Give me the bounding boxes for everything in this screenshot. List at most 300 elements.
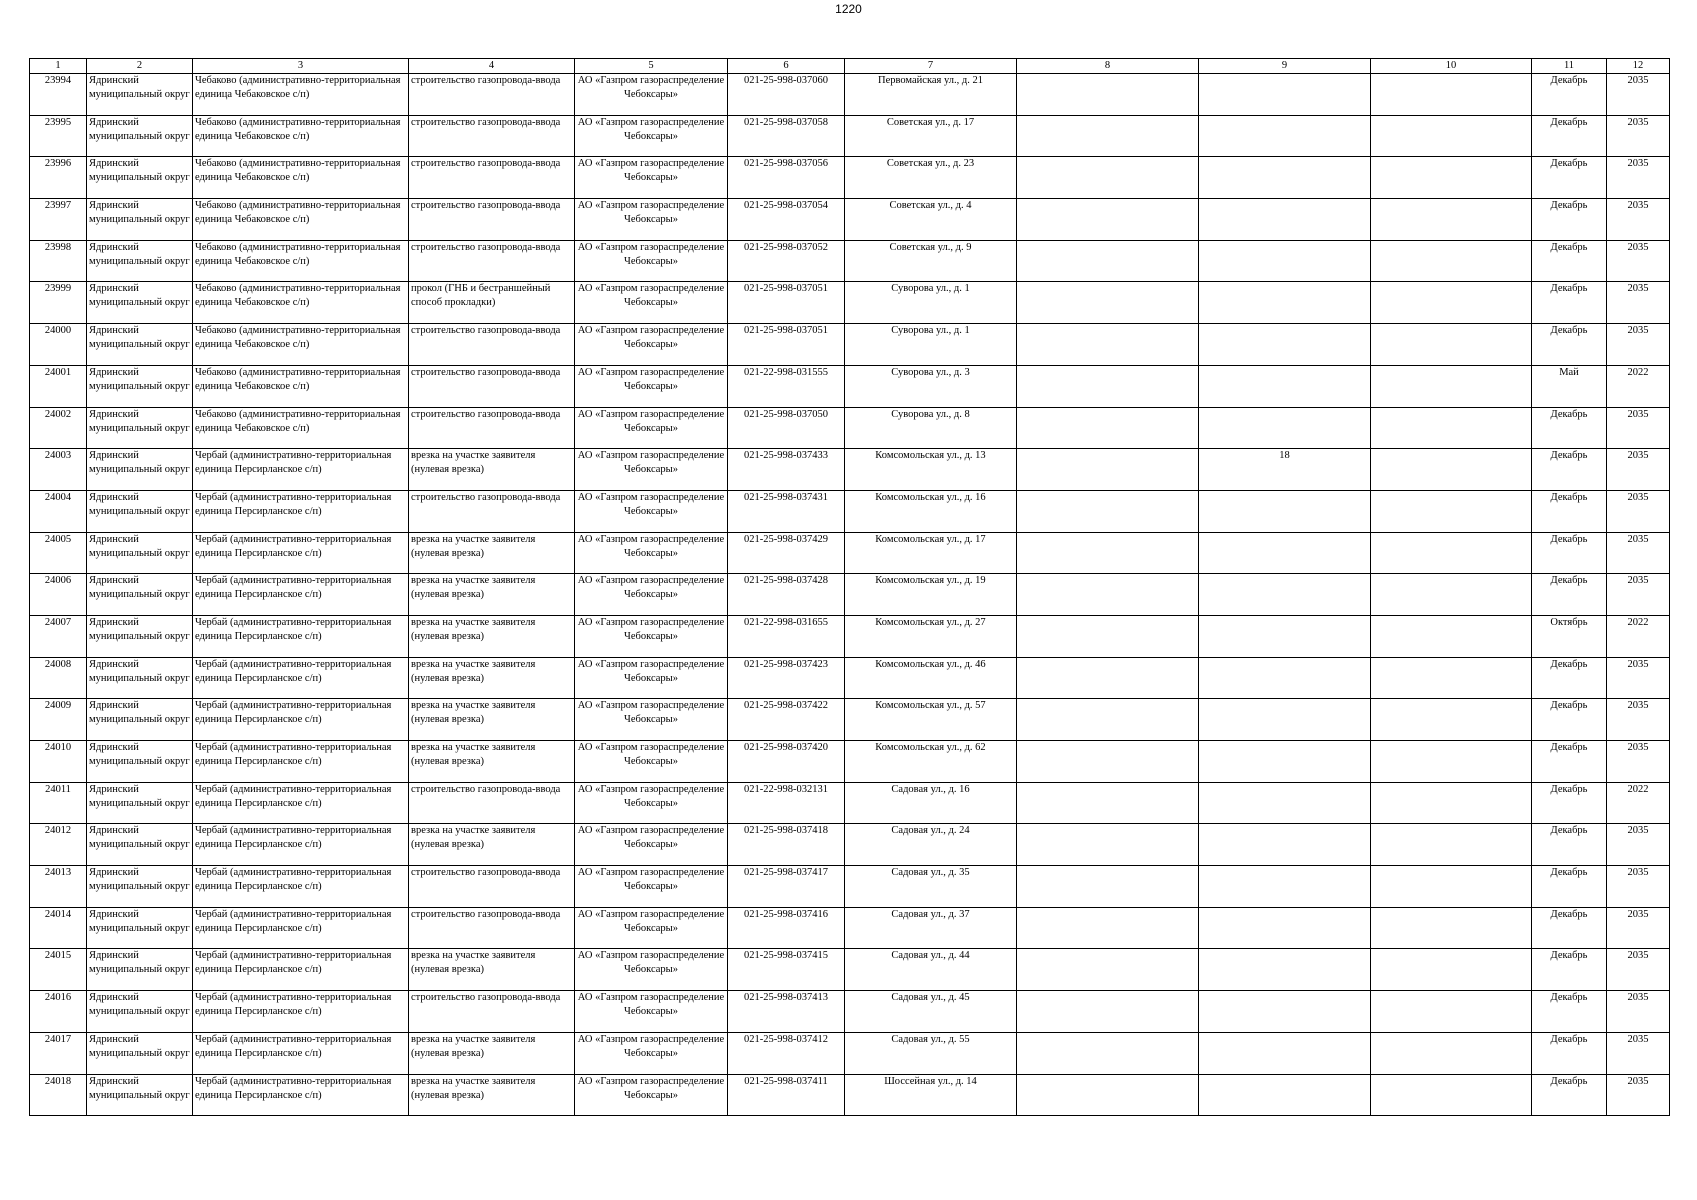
column-header-7: 7 — [845, 59, 1017, 74]
table-cell-col-3 — [193, 115, 409, 157]
table-cell-col-9 — [1199, 1032, 1371, 1074]
cell-text: Декабрь — [1550, 491, 1588, 503]
cell-text: Декабрь — [1550, 742, 1588, 753]
cell-text: Чебаково (административно-территориальная единица Чебаковское с/п) — [195, 241, 401, 267]
table-row — [30, 907, 1670, 949]
cell-text: Чебаково (административно-территориальная единица Чебаковское с/п) — [195, 325, 401, 351]
table-cell-col-1 — [30, 532, 87, 574]
cell-text — [1373, 74, 1529, 114]
cell-text — [1201, 157, 1368, 197]
cell-text: 24009 — [44, 700, 72, 712]
column-header-8: 8 — [1017, 59, 1199, 74]
cell-text — [1019, 241, 1196, 281]
cell-text — [1019, 783, 1196, 823]
table-cell-col-1 — [30, 824, 87, 866]
table-cell-col-7 — [845, 282, 1017, 324]
table-cell-col-4 — [409, 574, 575, 616]
cell-text: Комсомольская ул., д. 27 — [875, 616, 986, 628]
table-cell-col-3 — [193, 615, 409, 657]
table-cell-col-2 — [87, 157, 193, 199]
cell-text: АО «Газпром газораспределение Чебоксары» — [577, 1075, 725, 1101]
table-cell-col-3 — [193, 449, 409, 491]
cell-text: Декабрь — [1550, 75, 1588, 86]
cell-text: Декабрь — [1550, 241, 1588, 253]
cell-text: строительство газопровода-ввода — [411, 867, 561, 879]
cell-text: 021-25-998-037051 — [744, 283, 828, 295]
table-cell-col-8 — [1017, 615, 1199, 657]
table-cell-col-12 — [1607, 615, 1670, 657]
cell-text: Ядринский муниципальный округ — [89, 700, 190, 726]
table-cell-col-2 — [87, 866, 193, 908]
table-cell-col-11 — [1532, 824, 1607, 866]
table-cell-col-5 — [575, 574, 728, 616]
table-header — [30, 59, 1670, 74]
table-row — [30, 490, 1670, 532]
cell-text — [1019, 991, 1196, 1031]
table-cell-col-1 — [30, 1074, 87, 1116]
cell-text — [1373, 157, 1529, 197]
table-cell-col-7 — [845, 240, 1017, 282]
table-cell-col-7 — [845, 449, 1017, 491]
cell-text — [1373, 491, 1529, 531]
cell-text — [1019, 449, 1196, 489]
table-cell-col-6 — [728, 574, 845, 616]
cell-text: Ядринский муниципальный округ — [89, 325, 190, 351]
cell-text — [1019, 824, 1196, 864]
table-cell-col-6 — [728, 157, 845, 199]
table-cell-col-10 — [1371, 991, 1532, 1033]
cell-text: 021-25-998-037423 — [744, 658, 828, 670]
table-cell-col-3 — [193, 866, 409, 908]
cell-text: 2035 — [1627, 408, 1649, 420]
cell-text: АО «Газпром газораспределение Чебоксары» — [577, 533, 725, 559]
cell-text — [1019, 282, 1196, 322]
table-cell-col-11 — [1532, 157, 1607, 199]
cell-text — [1201, 616, 1368, 656]
table-cell-col-9 — [1199, 741, 1371, 783]
cell-text — [1201, 741, 1368, 781]
table-cell-col-3 — [193, 907, 409, 949]
cell-text: 2035 — [1627, 825, 1649, 837]
table-cell-col-4 — [409, 365, 575, 407]
cell-text: 2035 — [1627, 533, 1649, 545]
table-cell-col-6 — [728, 1074, 845, 1116]
table-cell-col-11 — [1532, 282, 1607, 324]
cell-text: 23994 — [44, 75, 72, 86]
cell-text — [1373, 1075, 1529, 1115]
table-cell-col-8 — [1017, 741, 1199, 783]
table-cell-col-9 — [1199, 532, 1371, 574]
cell-text — [1373, 949, 1529, 989]
table-cell-col-8 — [1017, 490, 1199, 532]
table-cell-col-12 — [1607, 866, 1670, 908]
cell-text: Первомайская ул., д. 21 — [878, 75, 983, 86]
cell-text — [1019, 491, 1196, 531]
table-cell-col-1 — [30, 199, 87, 241]
table-cell-col-5 — [575, 866, 728, 908]
column-header-9: 9 — [1199, 59, 1371, 74]
cell-text: врезка на участке заявителя (нулевая врезка) — [411, 1075, 536, 1101]
table-body — [30, 74, 1670, 1116]
cell-text — [1019, 866, 1196, 906]
column-header-4: 4 — [409, 59, 575, 74]
cell-text — [1373, 408, 1529, 448]
cell-text — [1201, 282, 1368, 322]
cell-text: Декабрь — [1550, 575, 1588, 587]
cell-text — [1019, 157, 1196, 197]
table-cell-col-10 — [1371, 115, 1532, 157]
cell-text: Декабрь — [1550, 950, 1588, 962]
cell-text: строительство газопровода-ввода — [411, 491, 561, 503]
cell-text: 2022 — [1627, 616, 1649, 628]
table-cell-col-8 — [1017, 907, 1199, 949]
table-cell-col-1 — [30, 365, 87, 407]
cell-text — [1201, 658, 1368, 698]
table-cell-col-11 — [1532, 407, 1607, 449]
table-cell-col-1 — [30, 949, 87, 991]
cell-text: врезка на участке заявителя (нулевая врезка) — [411, 1033, 536, 1059]
cell-text: АО «Газпром газораспределение Чебоксары» — [577, 450, 725, 476]
table-cell-col-4 — [409, 949, 575, 991]
table-cell-col-5 — [575, 1032, 728, 1074]
cell-text: 24012 — [44, 825, 72, 837]
cell-text: АО «Газпром газораспределение Чебоксары» — [577, 783, 725, 809]
cell-text — [1019, 699, 1196, 739]
table-cell-col-8 — [1017, 365, 1199, 407]
table-cell-col-5 — [575, 74, 728, 116]
cell-text: Суворова ул., д. 3 — [891, 366, 970, 378]
cell-text: Чебаково (административно-территориальная единица Чебаковское с/п) — [195, 158, 401, 184]
data-table — [29, 58, 1670, 1116]
table-cell-col-6 — [728, 991, 845, 1033]
cell-text: 021-25-998-037428 — [744, 575, 828, 587]
table-cell-col-6 — [728, 657, 845, 699]
table-cell-col-4 — [409, 449, 575, 491]
cell-text: Ядринский муниципальный округ — [89, 450, 190, 476]
table-cell-col-9 — [1199, 991, 1371, 1033]
table-cell-col-3 — [193, 532, 409, 574]
cell-text: Декабрь — [1550, 1075, 1588, 1087]
cell-text: 2035 — [1627, 700, 1649, 712]
table-cell-col-2 — [87, 657, 193, 699]
column-header-3: 3 — [193, 59, 409, 74]
cell-text: Садовая ул., д. 55 — [891, 1033, 970, 1045]
table-cell-col-1 — [30, 449, 87, 491]
cell-text — [1373, 324, 1529, 364]
table-cell-col-5 — [575, 741, 728, 783]
table-cell-col-11 — [1532, 574, 1607, 616]
cell-text — [1373, 783, 1529, 823]
cell-text: 021-25-998-037056 — [744, 158, 828, 170]
cell-text: 24015 — [44, 950, 72, 962]
table-cell-col-1 — [30, 240, 87, 282]
table-cell-col-5 — [575, 115, 728, 157]
table-cell-col-11 — [1532, 615, 1607, 657]
table-cell-col-12 — [1607, 74, 1670, 116]
cell-text: строительство газопровода-ввода — [411, 241, 561, 253]
table-cell-col-8 — [1017, 699, 1199, 741]
table-cell-col-3 — [193, 1032, 409, 1074]
table-row — [30, 199, 1670, 241]
table-cell-col-7 — [845, 866, 1017, 908]
cell-text: строительство газопровода-ввода — [411, 200, 561, 212]
table-cell-col-1 — [30, 782, 87, 824]
cell-text: Октябрь — [1550, 616, 1588, 628]
table-cell-col-4 — [409, 699, 575, 741]
cell-text: АО «Газпром газораспределение Чебоксары» — [577, 366, 725, 392]
table-cell-col-8 — [1017, 824, 1199, 866]
table-cell-col-12 — [1607, 324, 1670, 366]
table-cell-col-6 — [728, 907, 845, 949]
table-row — [30, 615, 1670, 657]
cell-text: Ядринский муниципальный округ — [89, 158, 190, 184]
table-cell-col-2 — [87, 240, 193, 282]
table-cell-col-3 — [193, 782, 409, 824]
table-cell-col-5 — [575, 365, 728, 407]
table-cell-col-7 — [845, 615, 1017, 657]
cell-text: Советская ул., д. 17 — [886, 116, 975, 128]
column-header-2: 2 — [87, 59, 193, 74]
table-cell-col-11 — [1532, 365, 1607, 407]
cell-text: строительство газопровода-ввода — [411, 325, 561, 337]
table-cell-col-10 — [1371, 866, 1532, 908]
cell-text: Чербай (административно-территориальная единица Персирланское с/п) — [195, 450, 392, 476]
cell-text — [1019, 1033, 1196, 1073]
cell-text: 23998 — [44, 241, 72, 253]
table-cell-col-11 — [1532, 199, 1607, 241]
table-cell-col-8 — [1017, 574, 1199, 616]
cell-text: АО «Газпром газораспределение Чебоксары» — [577, 325, 725, 351]
cell-text — [1019, 616, 1196, 656]
cell-text — [1373, 241, 1529, 281]
table-cell-col-10 — [1371, 74, 1532, 116]
table-cell-col-7 — [845, 782, 1017, 824]
table-cell-col-11 — [1532, 782, 1607, 824]
cell-text: Ядринский муниципальный округ — [89, 950, 190, 976]
table-cell-col-3 — [193, 949, 409, 991]
table-cell-col-2 — [87, 741, 193, 783]
table-cell-col-11 — [1532, 991, 1607, 1033]
table-cell-col-4 — [409, 824, 575, 866]
cell-text: 021-25-998-037051 — [744, 325, 828, 337]
cell-text: 021-25-998-037415 — [744, 950, 828, 962]
table-cell-col-1 — [30, 490, 87, 532]
table-cell-col-1 — [30, 741, 87, 783]
table-row — [30, 1032, 1670, 1074]
table-cell-col-9 — [1199, 199, 1371, 241]
table-cell-col-3 — [193, 324, 409, 366]
cell-text: Ядринский муниципальный округ — [89, 1033, 190, 1059]
cell-text: Ядринский муниципальный округ — [89, 867, 190, 893]
cell-text: врезка на участке заявителя (нулевая врезка) — [411, 450, 536, 476]
cell-text: 2035 — [1627, 1033, 1649, 1045]
cell-text — [1201, 74, 1368, 114]
table-cell-col-7 — [845, 1032, 1017, 1074]
table-cell-col-6 — [728, 282, 845, 324]
table-cell-col-6 — [728, 782, 845, 824]
table-cell-col-11 — [1532, 657, 1607, 699]
table-cell-col-3 — [193, 699, 409, 741]
cell-text: Чебаково (административно-территориальная единица Чебаковское с/п) — [195, 200, 401, 226]
table-cell-col-3 — [193, 240, 409, 282]
table-cell-col-2 — [87, 949, 193, 991]
table-cell-col-1 — [30, 657, 87, 699]
table-cell-col-4 — [409, 907, 575, 949]
table-cell-col-7 — [845, 574, 1017, 616]
table-cell-col-8 — [1017, 1074, 1199, 1116]
table-cell-col-2 — [87, 699, 193, 741]
table-cell-col-7 — [845, 365, 1017, 407]
cell-text: АО «Газпром газораспределение Чебоксары» — [577, 616, 725, 642]
cell-text: Декабрь — [1550, 700, 1588, 712]
table-cell-col-7 — [845, 741, 1017, 783]
cell-text: Ядринский муниципальный округ — [89, 575, 190, 601]
table-cell-col-12 — [1607, 282, 1670, 324]
table-cell-col-3 — [193, 199, 409, 241]
cell-text: Декабрь — [1550, 825, 1588, 837]
cell-text: Декабрь — [1550, 283, 1588, 295]
table-cell-col-5 — [575, 490, 728, 532]
cell-text: Декабрь — [1550, 992, 1588, 1004]
table-row — [30, 157, 1670, 199]
cell-text: 021-25-998-037058 — [744, 116, 828, 128]
table-cell-col-5 — [575, 282, 728, 324]
table-cell-col-10 — [1371, 240, 1532, 282]
cell-text: Декабрь — [1550, 116, 1588, 128]
table-cell-col-3 — [193, 157, 409, 199]
cell-text — [1201, 533, 1368, 573]
column-header-6: 6 — [728, 59, 845, 74]
cell-text: Чербай (административно-территориальная единица Персирланское с/п) — [195, 1075, 392, 1101]
table-cell-col-6 — [728, 240, 845, 282]
cell-text: Чербай (административно-территориальная единица Персирланское с/п) — [195, 700, 392, 726]
table-row — [30, 282, 1670, 324]
table-cell-col-2 — [87, 282, 193, 324]
column-header-1: 1 — [30, 59, 87, 74]
cell-text: Декабрь — [1550, 867, 1588, 879]
table-row — [30, 991, 1670, 1033]
cell-text: Чербай (административно-территориальная единица Персирланское с/п) — [195, 616, 392, 642]
cell-text: Советская ул., д. 4 — [889, 200, 972, 212]
table-cell-col-12 — [1607, 115, 1670, 157]
cell-text — [1201, 949, 1368, 989]
table-cell-col-10 — [1371, 282, 1532, 324]
cell-text — [1019, 574, 1196, 614]
cell-text: Садовая ул., д. 45 — [891, 992, 970, 1004]
cell-text: АО «Газпром газораспределение Чебоксары» — [577, 158, 725, 184]
cell-text — [1201, 991, 1368, 1031]
cell-text: 2035 — [1627, 575, 1649, 587]
cell-text: Комсомольская ул., д. 16 — [875, 491, 986, 503]
cell-text — [1201, 116, 1368, 156]
cell-text: Чебаково (административно-территориальная единица Чебаковское с/п) — [195, 116, 401, 142]
table-cell-col-6 — [728, 824, 845, 866]
table-cell-col-9 — [1199, 324, 1371, 366]
table-cell-col-10 — [1371, 365, 1532, 407]
table-cell-col-11 — [1532, 74, 1607, 116]
cell-text: 021-22-998-031655 — [744, 616, 828, 628]
cell-text: 2035 — [1627, 75, 1649, 86]
cell-text: 2035 — [1627, 450, 1649, 462]
cell-text: Ядринский муниципальный округ — [89, 1075, 190, 1101]
table-row — [30, 574, 1670, 616]
cell-text: 021-25-998-037420 — [744, 742, 828, 753]
cell-text — [1201, 908, 1368, 948]
table-cell-col-1 — [30, 74, 87, 116]
table-cell-col-6 — [728, 699, 845, 741]
cell-text: 021-25-998-037052 — [744, 241, 828, 253]
table-cell-col-10 — [1371, 615, 1532, 657]
cell-text: Садовая ул., д. 44 — [891, 950, 970, 962]
cell-text — [1373, 741, 1529, 781]
cell-text: АО «Газпром газораспределение Чебоксары» — [577, 992, 725, 1018]
cell-text: Ядринский муниципальный округ — [89, 992, 190, 1018]
cell-text — [1019, 1075, 1196, 1115]
cell-text: 021-25-998-037417 — [744, 867, 828, 879]
cell-text: 24008 — [44, 658, 72, 670]
cell-text — [1201, 199, 1368, 239]
table-cell-col-5 — [575, 615, 728, 657]
table-row — [30, 949, 1670, 991]
column-header-12: 12 — [1607, 59, 1670, 74]
cell-text: 23997 — [44, 200, 72, 212]
table-cell-col-12 — [1607, 1032, 1670, 1074]
cell-text — [1373, 533, 1529, 573]
table-row — [30, 866, 1670, 908]
table-cell-col-11 — [1532, 949, 1607, 991]
table-cell-col-3 — [193, 407, 409, 449]
table-cell-col-7 — [845, 657, 1017, 699]
table-cell-col-9 — [1199, 282, 1371, 324]
cell-text — [1019, 366, 1196, 406]
table-cell-col-10 — [1371, 490, 1532, 532]
table-cell-col-8 — [1017, 407, 1199, 449]
cell-text: 2035 — [1627, 658, 1649, 670]
table-cell-col-9 — [1199, 490, 1371, 532]
table-cell-col-8 — [1017, 991, 1199, 1033]
table-cell-col-6 — [728, 407, 845, 449]
cell-text: Комсомольская ул., д. 57 — [875, 700, 986, 712]
cell-text — [1019, 949, 1196, 989]
table-cell-col-11 — [1532, 240, 1607, 282]
cell-text: врезка на участке заявителя (нулевая врезка) — [411, 742, 536, 767]
cell-text — [1373, 366, 1529, 406]
table-cell-col-10 — [1371, 1032, 1532, 1074]
table-cell-col-2 — [87, 199, 193, 241]
table-cell-col-5 — [575, 240, 728, 282]
table-cell-col-6 — [728, 615, 845, 657]
cell-text: Комсомольская ул., д. 19 — [875, 575, 986, 587]
table-cell-col-10 — [1371, 1074, 1532, 1116]
table-cell-col-12 — [1607, 1074, 1670, 1116]
table-cell-col-12 — [1607, 157, 1670, 199]
cell-text: 24007 — [44, 616, 72, 628]
cell-text: Чербай (административно-территориальная единица Персирланское с/п) — [195, 575, 392, 601]
table-cell-col-4 — [409, 532, 575, 574]
table-cell-col-7 — [845, 199, 1017, 241]
cell-text — [1201, 241, 1368, 281]
table-cell-col-7 — [845, 907, 1017, 949]
cell-text: Ядринский муниципальный округ — [89, 616, 190, 642]
cell-text — [1373, 282, 1529, 322]
table-cell-col-2 — [87, 532, 193, 574]
cell-text — [1019, 199, 1196, 239]
table-cell-col-8 — [1017, 74, 1199, 116]
cell-text: строительство газопровода-ввода — [411, 408, 561, 420]
table-row — [30, 657, 1670, 699]
table-cell-col-9 — [1199, 699, 1371, 741]
cell-text — [1373, 616, 1529, 656]
